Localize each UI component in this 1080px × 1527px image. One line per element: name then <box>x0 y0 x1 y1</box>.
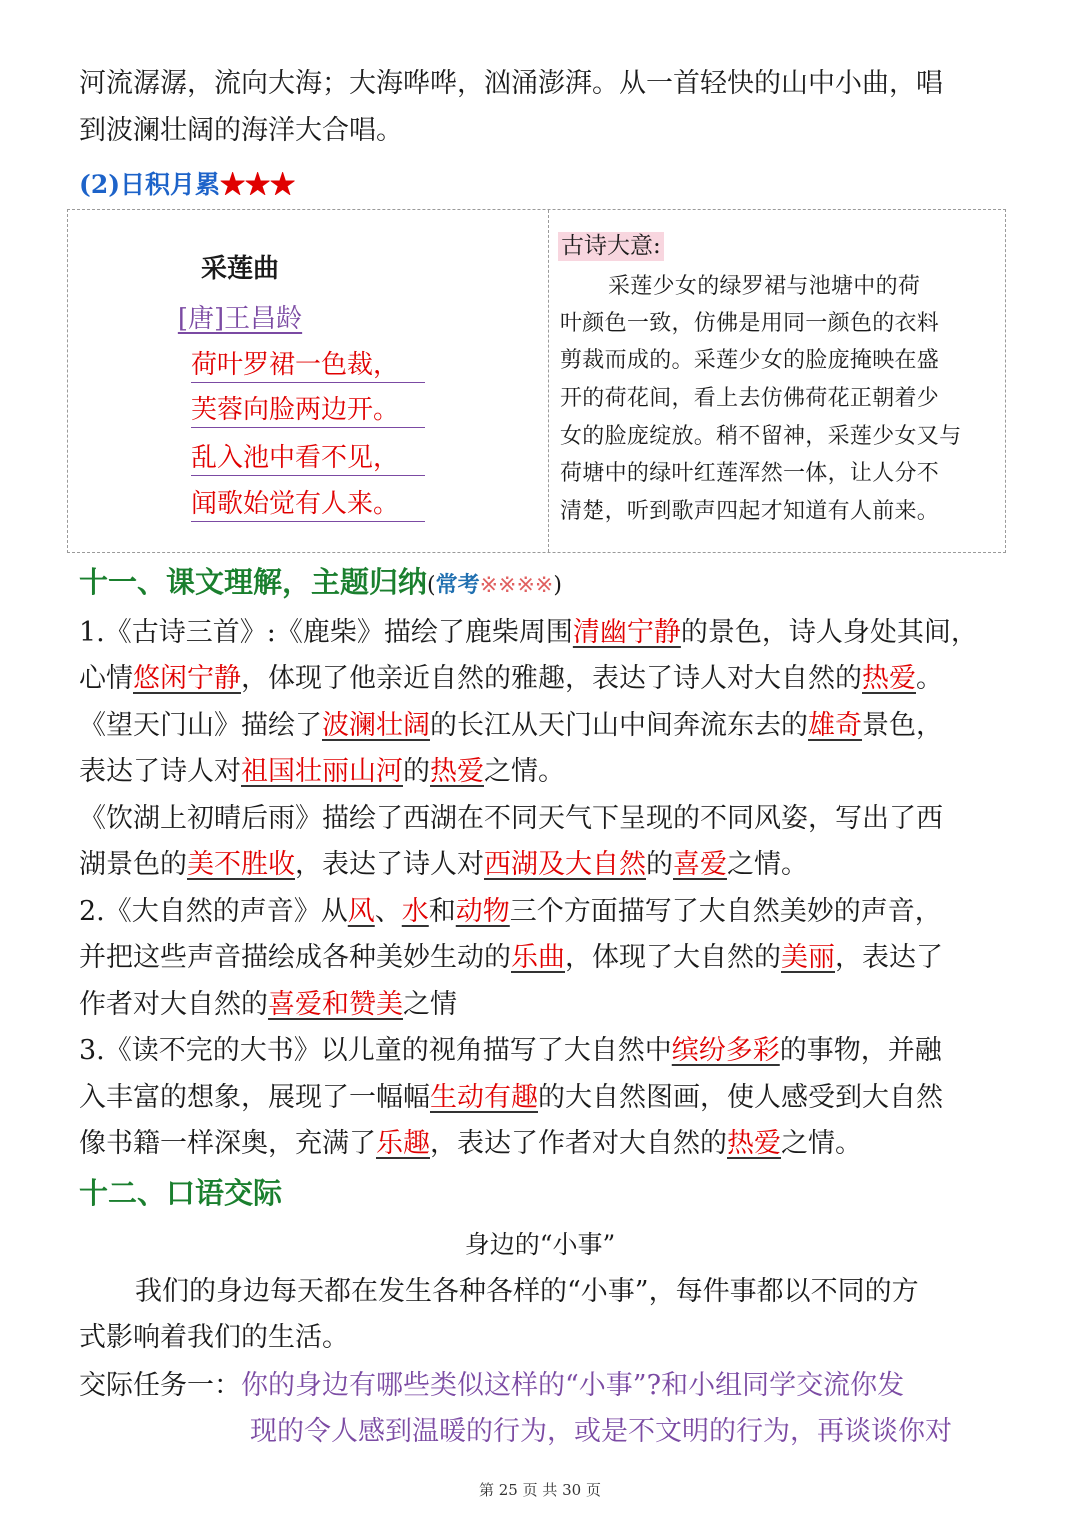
topic-para-line-1: 我们的身边每天都在发生各种各样的“小事”，每件事都以不同的方 <box>135 1276 919 1307</box>
meaning-line-5: 女的脸庞绽放。稍不留神，采莲少女又与 <box>560 424 962 449</box>
s11-p1-line-1: 1.《古诗三首》:《鹿柴》描绘了鹿柴周围清幽宁静的景色，诗人身处其间， <box>79 617 978 648</box>
keyword: 水 <box>401 896 429 927</box>
poem-author-text: [唐]王昌龄 <box>177 304 303 334</box>
poem-title: 采莲曲 <box>200 254 279 284</box>
note-marks: ※※※※ <box>479 573 554 598</box>
keyword: 热爱 <box>727 1128 781 1159</box>
meaning-line-3: 剪裁而成的。采莲少女的脸庞掩映在盛 <box>560 348 940 373</box>
keyword: 热爱 <box>862 663 916 694</box>
keyword: 波澜壮阔 <box>322 710 430 741</box>
topic-title: 身边的“小事” <box>464 1230 616 1259</box>
keyword: 祖国壮丽山河 <box>241 756 403 787</box>
task-text-1: 你的身边有哪些类似这样的“小事”?和小组同学交流你发 <box>241 1370 905 1401</box>
s11-p2-line-3: 作者对大自然的喜爱和赞美之情 <box>79 989 457 1020</box>
s11-p1-line-6: 湖景色的美不胜收，表达了诗人对西湖及大自然的喜爱之情。 <box>79 849 808 880</box>
keyword: 生动有趣 <box>430 1082 538 1113</box>
note-text: 常考 <box>435 572 480 598</box>
sub-heading <box>79 172 295 197</box>
task-label: 交际任务一： <box>79 1370 241 1401</box>
s11-p3-line-1: 3.《读不完的大书》以儿童的视角描写了大自然中缤纷多彩的事物，并融 <box>79 1035 942 1066</box>
task-line-1 <box>79 1372 904 1399</box>
meaning-line-1: 采莲少女的绿罗裙与池塘中的荷 <box>608 274 921 299</box>
meaning-line-7: 清楚，听到歌声四起才知道有人前来。 <box>560 499 940 524</box>
intro-line-2: 到波澜壮阔的海洋大合唱。 <box>79 115 403 146</box>
s11-p2-line-2: 并把这些声音描绘成各种美妙生动的乐曲，体现了大自然的美丽，表达了 <box>79 942 943 973</box>
s11-p1-line-4: 表达了诗人对祖国壮丽山河的热爱之情。 <box>79 756 565 787</box>
meaning-line-6: 荷塘中的绿叶红莲浑然一体，让人分不 <box>560 461 940 486</box>
table-divider <box>548 210 549 552</box>
keyword: 喜爱 <box>673 849 727 880</box>
section-12-heading: 十二、口语交际 <box>79 1176 283 1210</box>
keyword: 西湖及大自然 <box>484 849 646 880</box>
keyword: 悠闲宁静 <box>133 663 241 694</box>
s11-p3-line-2: 入丰富的想象，展现了一幅幅生动有趣的大自然图画，使人感受到大自然 <box>79 1082 943 1113</box>
poem-author <box>0 306 480 332</box>
keyword: 乐曲 <box>511 942 565 973</box>
keyword: 清幽宁静 <box>572 617 681 648</box>
keyword: 喜爱和赞美 <box>268 989 403 1020</box>
poem-line-2: 芙蓉向脸两边开。 <box>191 397 425 428</box>
poem-line-3: 乱入池中看不见， <box>191 445 425 476</box>
s11-p1-line-3: 《望天门山》描绘了波澜壮阔的长江从天门山中间奔流东去的雄奇景色， <box>79 710 943 741</box>
keyword: 乐趣 <box>376 1128 430 1159</box>
keyword: 风 <box>347 896 375 927</box>
s11-p1-line-5: 《饮湖上初晴后雨》描绘了西湖在不同天气下呈现的不同风姿，写出了西 <box>79 803 943 834</box>
meaning-line-4: 开的荷花间，看上去仿佛荷花正朝着少 <box>560 386 940 411</box>
star-rating: ★★★ <box>220 170 296 199</box>
task-line-2: 现的令人感到温暖的行为，或是不文明的行为，再谈谈你对 <box>250 1416 952 1447</box>
meaning-line-2: 叶颜色一致，仿佛是用同一颜色的衣料 <box>560 311 940 336</box>
keyword: 雄奇 <box>808 710 862 741</box>
keyword: 美不胜收 <box>187 849 295 880</box>
intro-line-1: 河流潺潺，流向大海；大海哗哗，汹涌澎湃。从一首轻快的山中小曲，唱 <box>79 68 943 99</box>
s11-p3-line-3: 像书籍一样深奥，充满了乐趣，表达了作者对大自然的热爱之情。 <box>79 1128 862 1159</box>
keyword: 缤纷多彩 <box>671 1035 780 1066</box>
frequency-note <box>427 573 562 598</box>
poem-line-4: 闻歌始觉有人来。 <box>191 491 425 522</box>
meaning-label: 古诗大意: <box>558 232 664 261</box>
sub-heading-text: (2)日积月累 <box>79 170 221 199</box>
page-footer: 第 25 页 共 30 页 <box>478 1481 601 1499</box>
keyword: 动物 <box>455 896 510 927</box>
poem-line-1: 荷叶罗裙一色裁， <box>191 352 425 383</box>
keyword: 美丽 <box>781 942 835 973</box>
topic-para-line-2: 式影响着我们的生活。 <box>79 1322 349 1353</box>
note-open: ( <box>427 573 436 598</box>
s11-p2-line-1: 2.《大自然的声音》从风、水和动物三个方面描写了大自然美妙的声音， <box>79 896 942 927</box>
section-11-heading <box>79 565 562 599</box>
note-close: ) <box>553 573 562 598</box>
keyword: 热爱 <box>430 756 484 787</box>
section-11-title: 十一、课文理解，主题归纳 <box>79 565 428 599</box>
s11-p1-line-2: 心情悠闲宁静，体现了他亲近自然的雅趣，表达了诗人对大自然的热爱。 <box>79 663 943 694</box>
